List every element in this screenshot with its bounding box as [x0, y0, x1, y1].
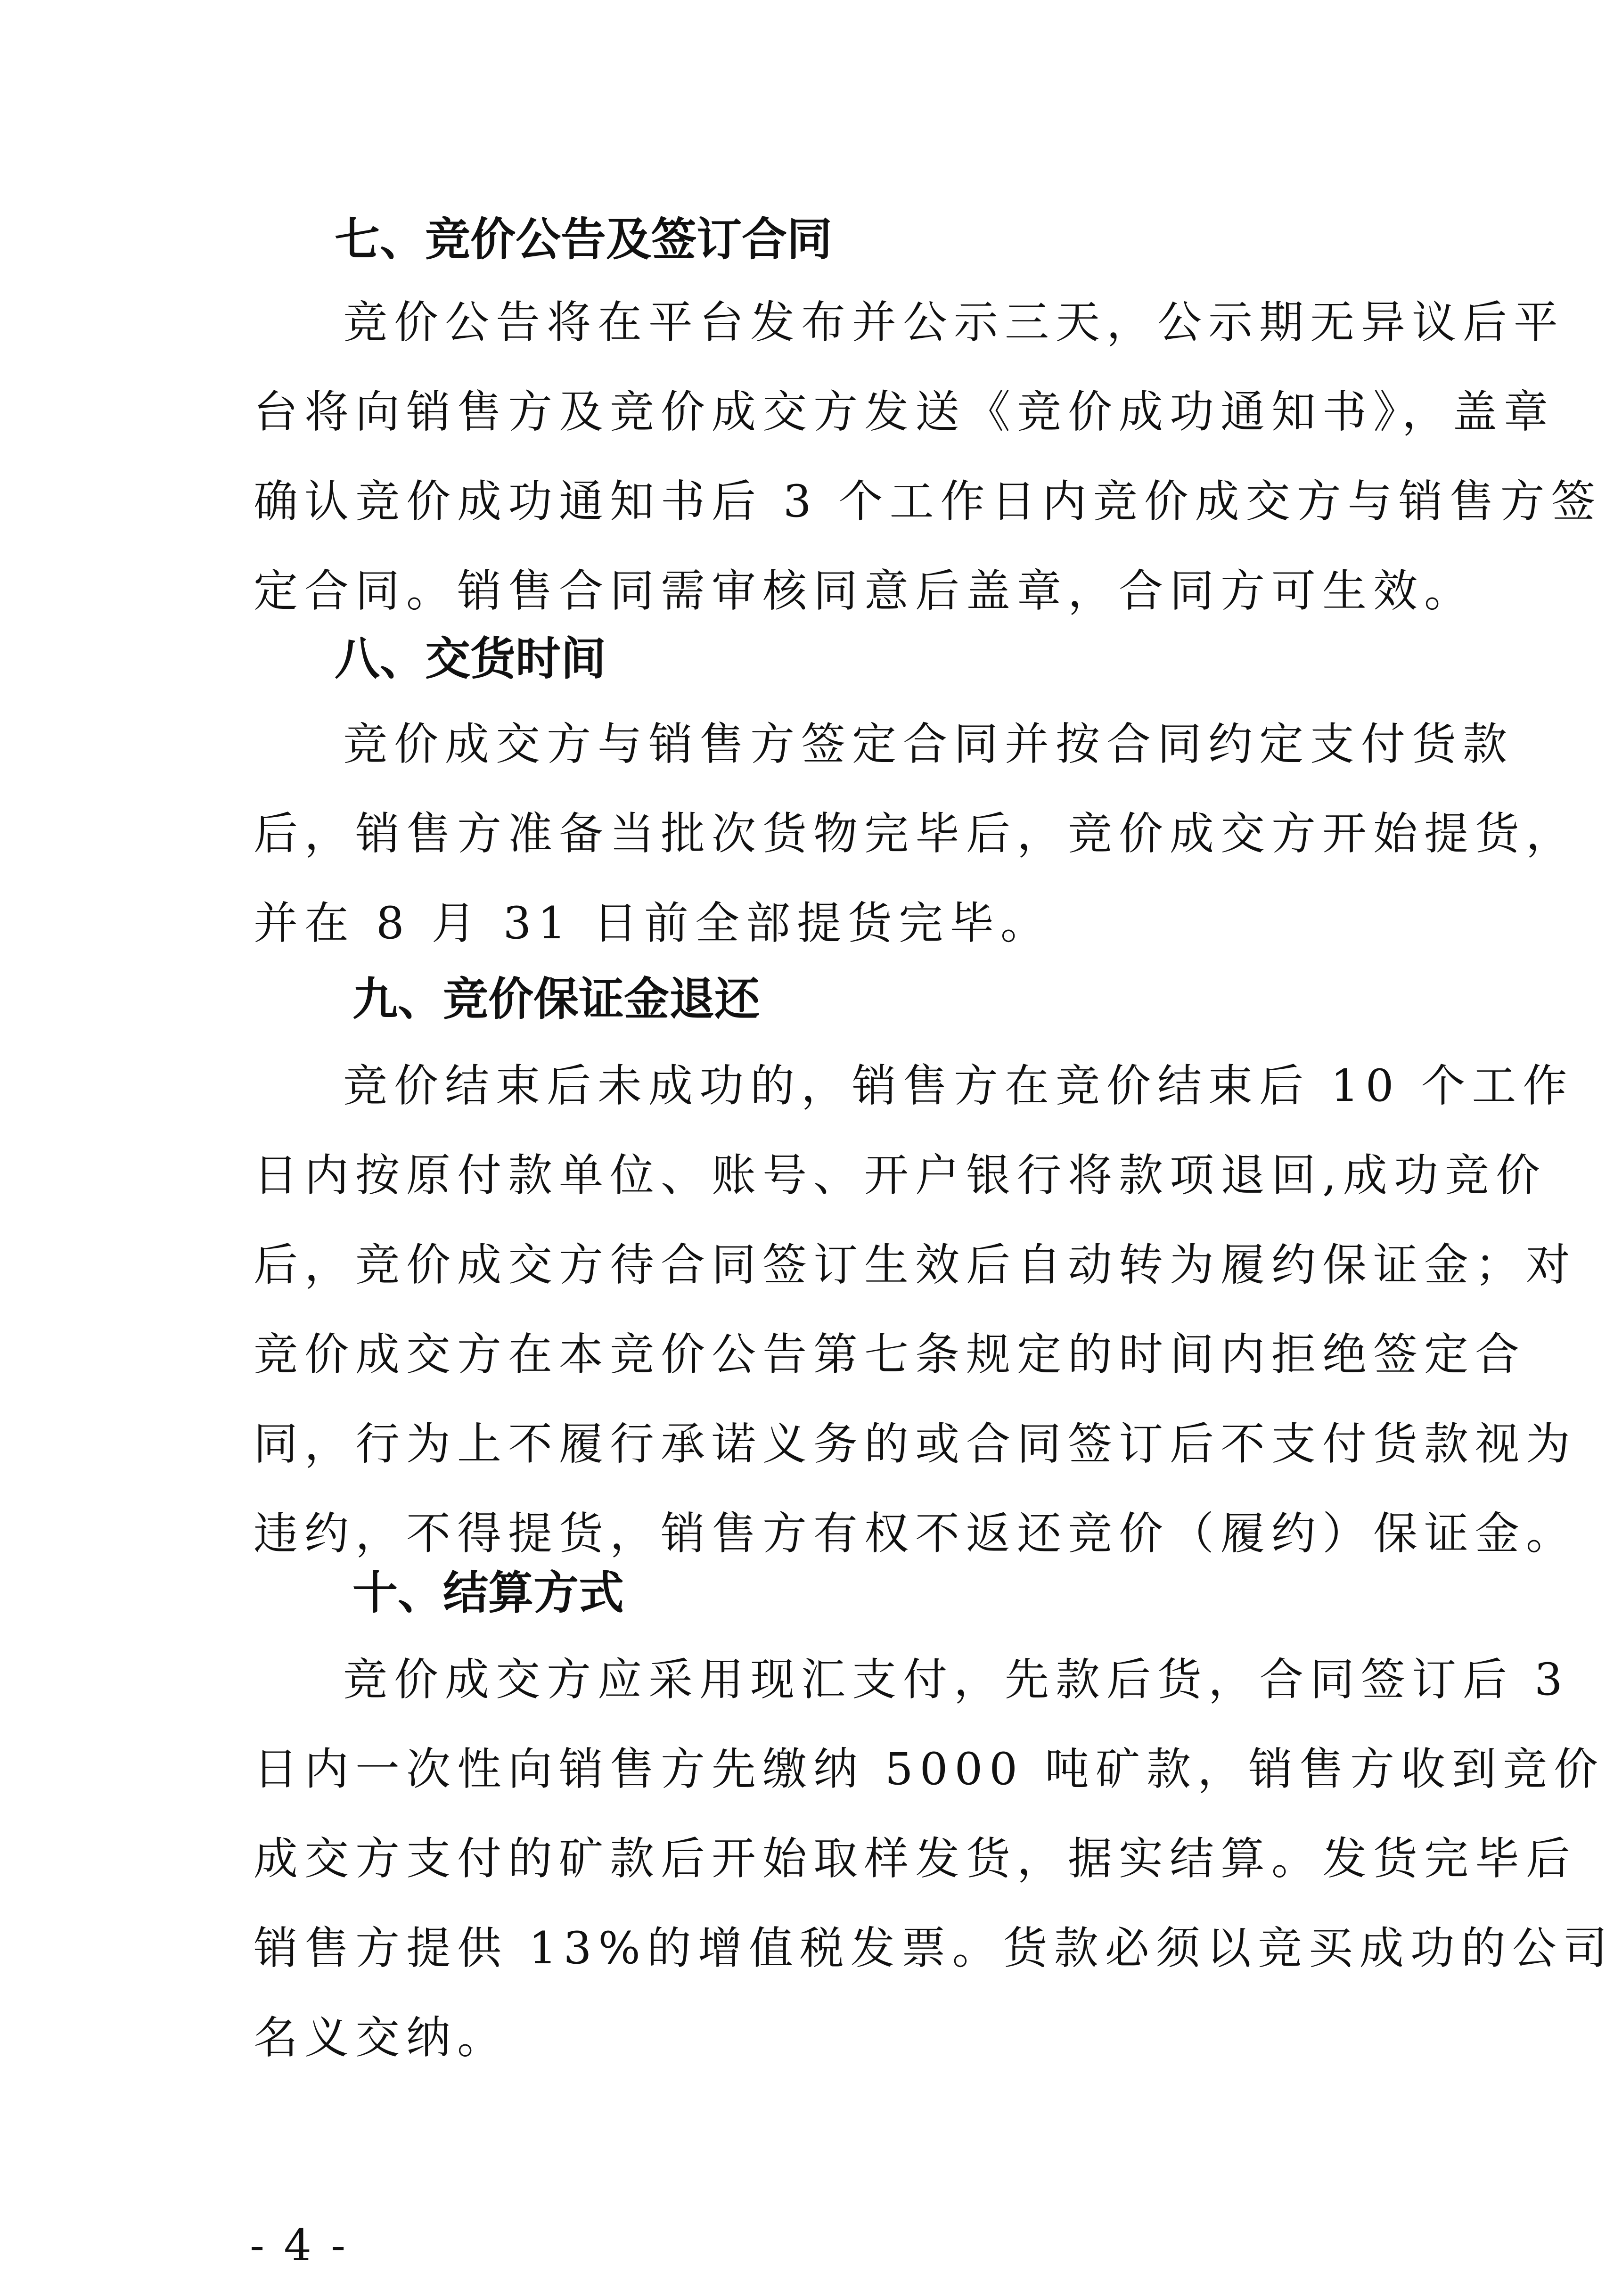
paragraph-line: 确认竞价成功通知书后 3 个工作日内竞价成交方与销售方签	[254, 476, 1602, 527]
paragraph-line: 台将向销售方及竞价成交方发送《竞价成功通知书》，盖章	[254, 386, 1555, 438]
section-heading-8: 八、交货时间	[335, 632, 606, 685]
paragraph-line: 竞价结束后未成功的，销售方在竞价结束后 10 个工作	[343, 1060, 1574, 1112]
section-body-10	[254, 1635, 1614, 2083]
section-heading-9: 九、竞价保证金退还	[352, 973, 760, 1025]
paragraph-line: 后，销售方准备当批次货物完毕后，竞价成交方开始提货，	[254, 808, 1577, 860]
paragraph-line: 销售方提供 13%的增值税发票。货款必须以竞买成功的公司	[254, 1923, 1614, 1974]
paragraph-line: 违约，不得提货，销售方有权不返还竞价（履约）保证金。	[254, 1508, 1577, 1559]
section-body-8	[254, 700, 1577, 968]
paragraph-line: 竞价公告将在平台发布并公示三天，公示期无异议后平	[343, 297, 1565, 348]
paragraph-line: 后，竞价成交方待合同签订生效后自动转为履约保证金；对	[254, 1239, 1577, 1291]
paragraph-line: 定合同。销售合同需审核同意后盖章，合同方可生效。	[254, 566, 1475, 617]
paragraph-line: 竞价成交方在本竞价公告第七条规定的时间内拒绝签定合	[254, 1329, 1526, 1380]
section-body-9	[254, 1041, 1577, 1579]
paragraph-line: 并在 8 月 31 日前全部提货完毕。	[254, 898, 1051, 949]
paragraph-line: 竞价成交方与销售方签定合同并按合同约定支付货款	[343, 719, 1514, 770]
section-heading-7: 七、竞价公告及签订合同	[335, 213, 832, 266]
paragraph-line: 日内按原付款单位、账号、开户银行将款项退回,成功竞价	[254, 1150, 1547, 1201]
page-number: - 4 -	[250, 2220, 349, 2271]
paragraph-line: 名义交纳。	[254, 2012, 508, 2064]
section-heading-10: 十、结算方式	[352, 1566, 624, 1619]
paragraph-line: 成交方支付的矿款后开始取样发货，据实结算。发货完毕后	[254, 1833, 1577, 1885]
paragraph-line: 同，行为上不履行承诺义务的或合同签订后不支付货款视为	[254, 1419, 1577, 1470]
paragraph-line: 竞价成交方应采用现汇支付，先款后货，合同签订后 3	[343, 1654, 1569, 1706]
section-body-7	[254, 278, 1602, 636]
paragraph-line: 日内一次性向销售方先缴纳 5000 吨矿款，销售方收到竞价	[254, 1744, 1605, 1795]
